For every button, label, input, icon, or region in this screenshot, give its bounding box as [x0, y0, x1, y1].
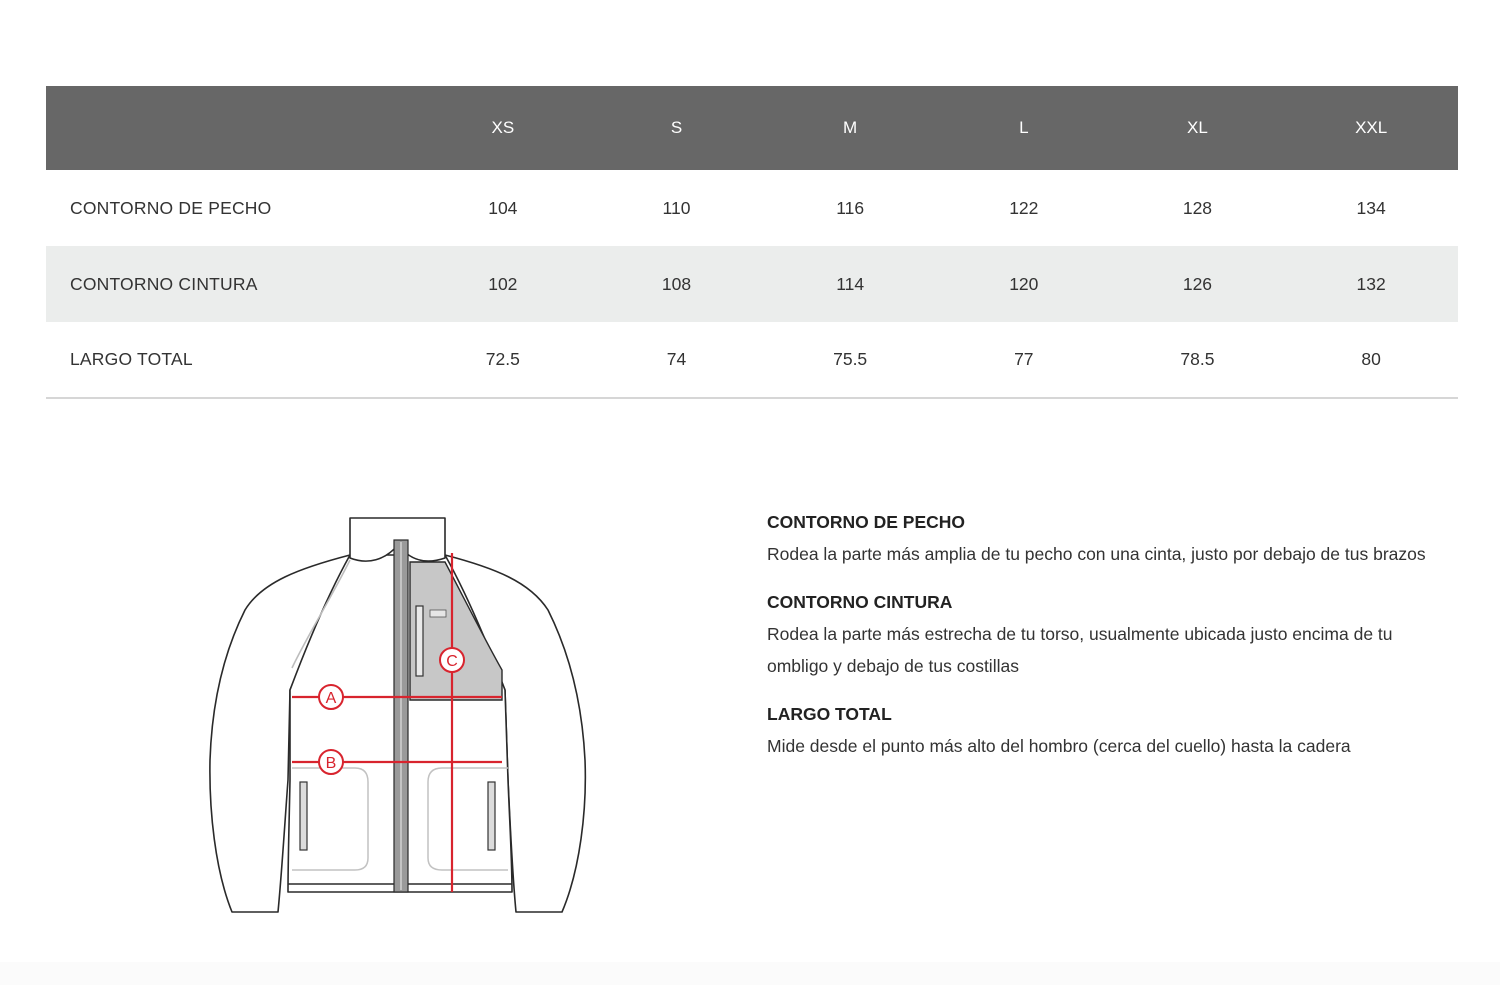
table-cell: 108 [661, 273, 692, 294]
table-cell: 78.5 [1180, 349, 1215, 369]
marker-c-label: C [446, 653, 458, 670]
table-row-chest [46, 170, 1458, 246]
header-size-xl: XL [1187, 118, 1208, 137]
table-cell: 122 [1009, 197, 1039, 218]
table-cell: 120 [1009, 273, 1039, 294]
table-row-waist [46, 246, 1458, 322]
guide-item-chest [767, 510, 1457, 570]
guide-item-length [767, 702, 1457, 762]
table-cell: 74 [666, 349, 687, 369]
guide-text: Mide desde el punto más alto del hombro (cerca del cuello) hasta la cadera [767, 736, 1351, 756]
header-size-s: S [670, 118, 683, 137]
header-size-m: M [843, 118, 858, 137]
header-size-xxl: XXL [1355, 118, 1388, 137]
table-cell: 110 [662, 197, 691, 218]
table-cell: 77 [1014, 349, 1034, 369]
table-cell: 132 [1356, 273, 1386, 294]
guide-text: Rodea la parte más amplia de tu pecho con una cinta, justo por debajo de tus brazos [767, 544, 1426, 564]
table-cell: 126 [1182, 273, 1213, 294]
footer-band [0, 962, 1500, 985]
row-label: CONTORNO DE PECHO [70, 197, 272, 218]
row-label: LARGO TOTAL [70, 349, 193, 369]
table-cell: 114 [836, 273, 865, 294]
table-cell: 75.5 [833, 349, 868, 369]
size-chart-table [46, 86, 1458, 399]
table-cell: 102 [488, 273, 518, 294]
guide-item-waist [767, 590, 1457, 682]
header-size-l: L [1019, 118, 1029, 137]
jacket-measurement-diagram [200, 505, 600, 925]
table-cell: 134 [1356, 197, 1386, 218]
table-header-row [46, 86, 1458, 170]
table-row-length [46, 322, 1458, 398]
table-cell: 80 [1361, 349, 1381, 369]
guide-title: CONTORNO DE PECHO [767, 512, 966, 532]
row-label: CONTORNO CINTURA [70, 273, 258, 294]
marker-b-label: B [325, 755, 337, 772]
table-cell: 104 [488, 197, 518, 218]
guide-title: CONTORNO CINTURA [767, 592, 953, 612]
table-cell: 72.5 [485, 349, 520, 369]
measurement-guide [767, 510, 1457, 782]
guide-title: LARGO TOTAL [767, 704, 892, 724]
header-empty [46, 86, 416, 170]
table-cell: 116 [836, 197, 865, 218]
header-size-xs: XS [491, 118, 515, 137]
guide-text: Rodea la parte más estrecha de tu torso, usualmente ubicada justo encima de tu ombligo y debajo de tus costillas [767, 624, 1393, 676]
marker-a-label: A [325, 690, 337, 707]
table-cell: 128 [1182, 197, 1213, 218]
